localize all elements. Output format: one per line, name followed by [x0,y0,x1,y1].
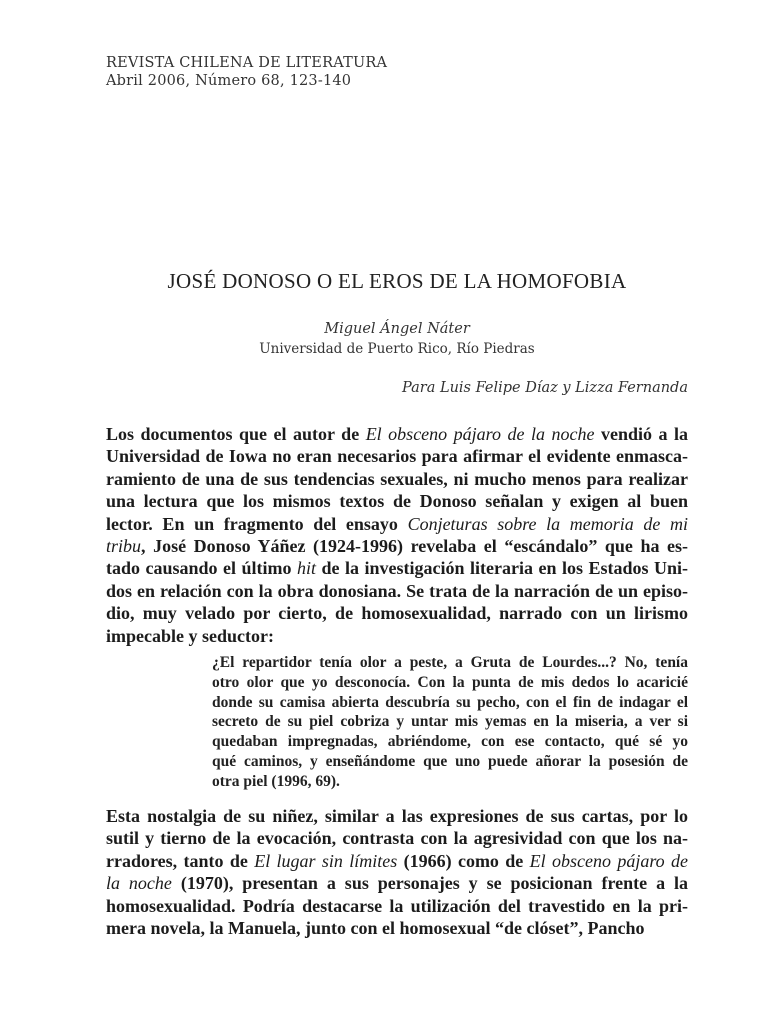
text-run: Los documentos que el autor de [106,424,366,444]
italic-title: El obsceno pájaro de la noche [365,424,595,444]
text-line [106,580,688,602]
italic-title: tribu [106,535,142,556]
text-line [106,895,688,917]
text-line [106,557,688,579]
article-title: JOSÉ DONOSO O EL EROS DE LA HOMOFOBIA [167,269,627,293]
text-line [106,490,688,512]
text-run: ramiento de una de sus tendencias sexuales, ni mucho menos para realizar [106,468,688,489]
journal-issue: Abril 2006, Número 68, 123-140 [106,73,352,89]
body-paragraph-2 [106,805,688,939]
text-run: quedaban impregnadas, abriéndome, con ese contacto, qué sé yo [212,733,688,751]
text-line [212,752,688,772]
text-run: rradores, tanto de [106,850,255,871]
text-run: tado causando el último [106,558,298,579]
text-line [212,673,688,693]
text-run: donde su camisa abierta descubría su pecho, con el fin de indagar el [212,693,688,711]
text-line [106,827,688,849]
text-line [212,712,688,732]
text-line [212,772,688,792]
body-paragraph-1 [106,423,688,647]
text-run: homosexualidad. Podría destacarse la utilización del travestido en la pri- [106,895,688,916]
text-run: qué caminos, y enseñándome que uno puede añorar la posesión de [212,752,688,770]
text-run: de la investigación literaria en los Estados Uni- [316,558,688,579]
italic-title: El lugar sin límites [254,850,398,871]
text-line [212,732,688,752]
text-run: Universidad de Iowa no eran necesarios para afirmar el evidente enmasca- [106,446,688,467]
text-run: impecable y seductor: [106,625,274,646]
article-author: Miguel Ángel Náter [324,321,470,337]
text-line [106,468,688,490]
text-run: otra piel (1996, 69). [212,772,340,790]
journal-header [106,54,387,90]
text-run: secreto de su piel cobriza y untar mis yemas en la miseria, a ver si [212,713,688,731]
text-line [106,625,688,647]
text-line [106,602,688,624]
author-affiliation: Universidad de Puerto Rico, Río Piedras [259,341,535,357]
journal-name: REVISTA CHILENA DE LITERATURA [106,55,388,71]
text-run: ¿El repartidor tenía olor a peste, a Gruta de Lourdes...? No, tenía [212,654,688,671]
text-run: sutil y tierno de la evocación, contrasta con la agresividad con que los na- [106,828,688,849]
text-run: otro olor que yo desconocía. Con la punta de mis dedos lo acaricié [212,673,688,691]
text-run: dos en relación con la obra donosiana. Se trata de la narración de un episo- [106,580,688,601]
italic-title: la noche [106,873,172,894]
text-run: vendió a la [594,424,688,444]
text-line [106,513,688,535]
italic-title: Conjeturas sobre la memoria de mi [407,513,688,534]
text-line [212,693,688,713]
text-line [106,805,688,827]
italic-title: El obsceno pájaro de [529,850,688,871]
text-run: Esta nostalgia de su niñez, similar a las expresiones de sus cartas, por lo [106,806,688,826]
text-run: dio, muy velado por cierto, de homosexualidad, narrado con un lirismo [106,603,688,624]
text-line [106,872,688,894]
text-line [212,653,688,673]
text-run: , José Donoso Yáñez (1924-1996) revelaba el “escándalo” que ha es- [141,535,688,556]
text-line [106,423,688,445]
text-line [106,445,688,467]
italic-title: hit [297,558,317,579]
text-run: lector. En un fragmento del ensayo [106,513,408,534]
text-run: mera novela, la Manuela, junto con el homosexual “de clóset”, Pancho [106,917,645,938]
text-run: (1966) como de [397,850,530,871]
text-run: una lectura que los mismos textos de Donoso señalan y exigen al buen [106,491,688,512]
text-line [106,535,688,557]
block-quote [212,653,688,792]
text-line [106,917,688,939]
text-line [106,850,688,872]
article-dedication: Para Luis Felipe Díaz y Lizza Fernanda [402,380,688,396]
text-run: (1970), presentan a sus personajes y se posicionan frente a la [171,873,689,894]
